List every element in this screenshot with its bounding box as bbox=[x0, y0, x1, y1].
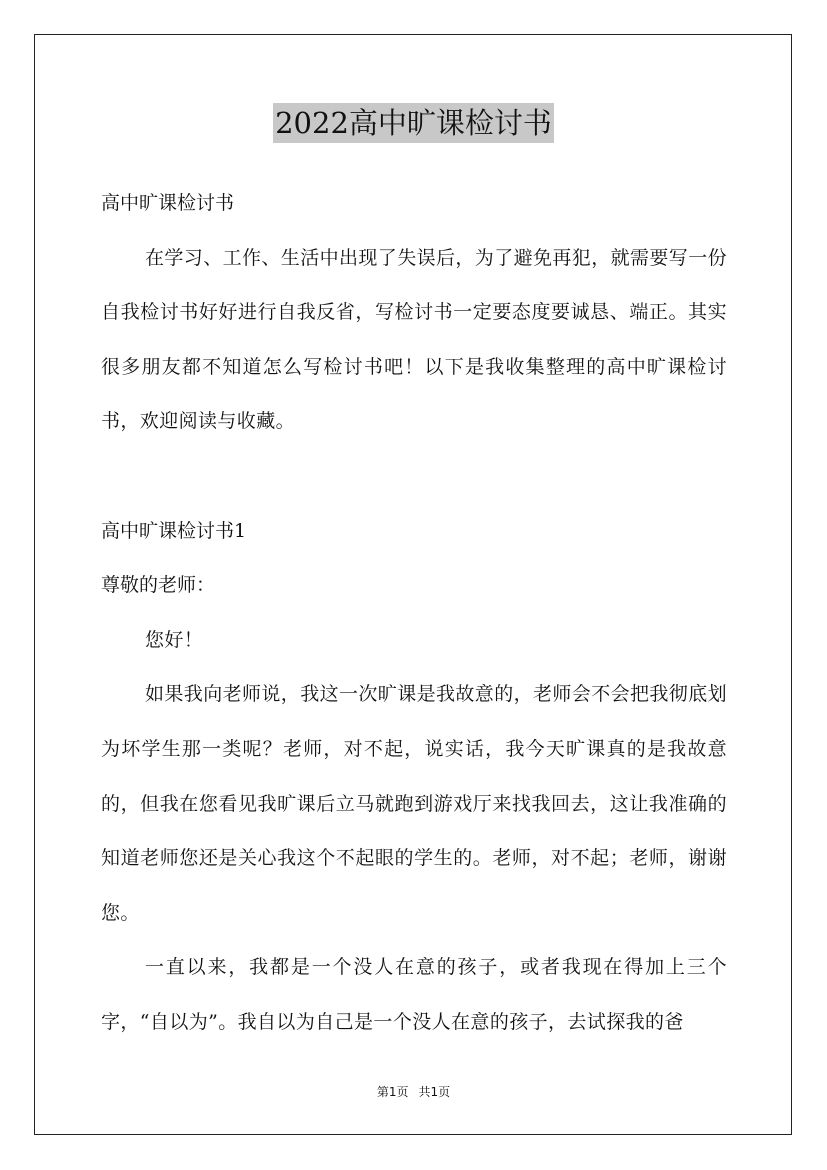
document-title: 2022高中旷课检讨书 bbox=[273, 103, 554, 143]
page-number: 第1页 bbox=[376, 1085, 409, 1099]
paragraph: 一直以来，我都是一个没人在意的孩子，或者我现在得加上三个字，“自以为”。我自以为自己是一个没人在意的孩子，去试探我的爸 bbox=[101, 956, 727, 1033]
subtitle: 高中旷课检讨书 bbox=[101, 192, 235, 214]
page-total: 共1页 bbox=[418, 1085, 451, 1099]
page-footer bbox=[0, 1083, 827, 1101]
salutation: 尊敬的老师： bbox=[101, 574, 216, 597]
document-body bbox=[101, 176, 727, 1050]
paragraph: 在学习、工作、生活中出现了失误后，为了避免再犯，就需要写一份自我检讨书好好进行自我反省，写检讨书一定要态度要诚恳、端正。其实很多朋友都不知道怎么写检讨书吧！以下是我收集整理的高中旷课检讨书，欢迎阅读与收藏。 bbox=[101, 246, 728, 433]
paragraph: 您好！ bbox=[145, 628, 204, 651]
paragraph: 如果我向老师说，我这一次旷课是我故意的，老师会不会把我彻底划为坏学生那一类呢？老师，对不起，说实话，我今天旷课真的是我故意的，但我在您看见我旷课后立马就跑到游戏厅来找我回去，这让我准确的知道老师您还是关心我这个不起眼的学生的。老师，对不起；老师，谢谢您。 bbox=[101, 683, 728, 924]
section-heading: 高中旷课检讨书1 bbox=[101, 519, 247, 542]
blank-line bbox=[101, 449, 727, 504]
title-container bbox=[0, 103, 827, 143]
